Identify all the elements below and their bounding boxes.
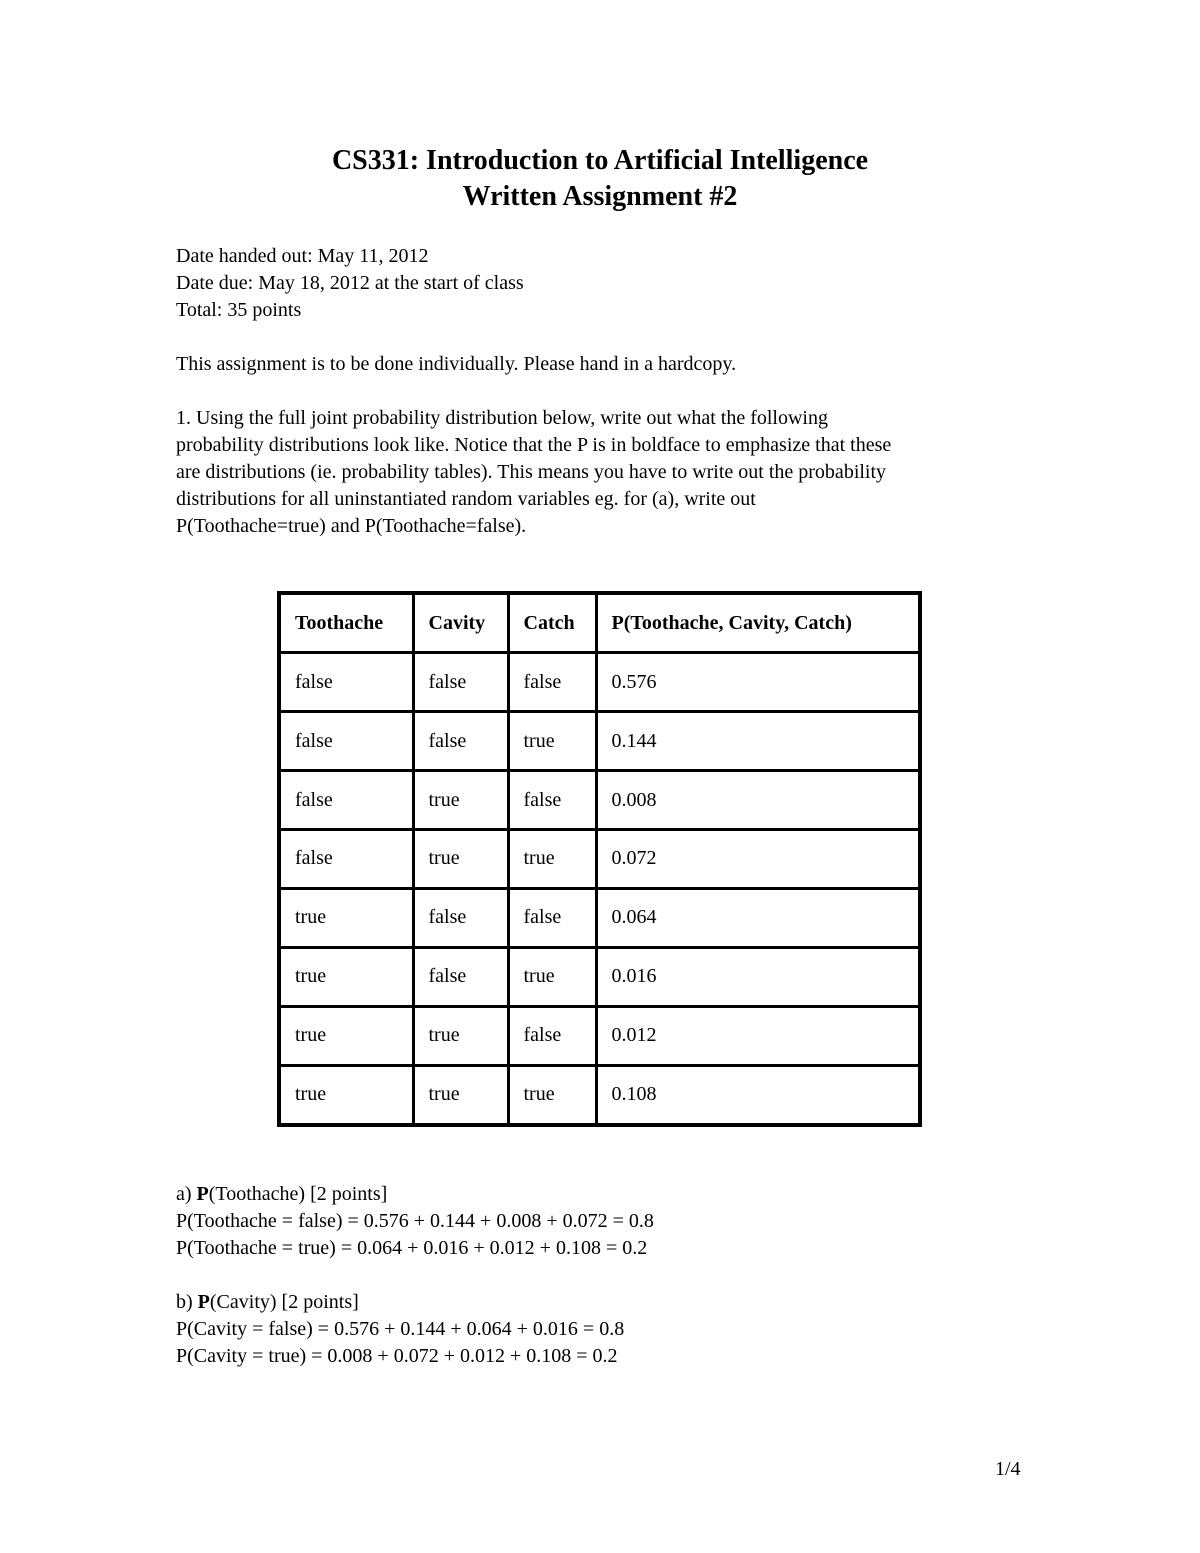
table-row	[279, 888, 920, 947]
cell-probability: 0.012	[596, 1006, 920, 1065]
cell-cavity: true	[413, 1006, 508, 1065]
cell-cavity: true	[413, 1065, 508, 1125]
part-b-bold-p: P	[197, 1291, 210, 1313]
cell-catch: false	[508, 1006, 596, 1065]
cell-probability: 0.064	[596, 888, 920, 947]
cell-cavity: false	[413, 653, 508, 712]
table-row	[279, 712, 920, 771]
table-row	[279, 771, 920, 830]
header-cavity: Cavity	[413, 593, 508, 653]
cell-probability: 0.576	[596, 653, 920, 712]
cell-catch: true	[508, 830, 596, 889]
cell-catch: true	[508, 947, 596, 1006]
table-row	[279, 1006, 920, 1065]
question-1-line: P(Toothache=true) and P(Toothache=false).	[176, 515, 527, 537]
cell-cavity: false	[413, 712, 508, 771]
document-subtitle: Written Assignment #2	[462, 181, 738, 212]
cell-cavity: true	[413, 771, 508, 830]
cell-toothache: true	[279, 1065, 413, 1125]
cell-catch: true	[508, 712, 596, 771]
question-1	[176, 405, 1036, 540]
question-1-line: 1. Using the full joint probability distribution below, write out what the following	[176, 407, 828, 429]
cell-probability: 0.008	[596, 771, 920, 830]
cell-catch: true	[508, 1065, 596, 1125]
header-toothache: Toothache	[279, 593, 413, 653]
header-catch: Catch	[508, 593, 596, 653]
table-row	[279, 830, 920, 889]
cell-probability: 0.016	[596, 947, 920, 1006]
table-row	[279, 653, 920, 712]
question-1-line: are distributions (ie. probability tables). This means you have to write out the probability	[176, 461, 887, 483]
question-1-line: probability distributions look like. Notice that the P is in boldface to emphasize that these	[176, 434, 892, 456]
table-header-row	[279, 593, 920, 653]
cell-toothache: false	[279, 771, 413, 830]
part-b-label: b)	[176, 1291, 198, 1313]
cell-toothache: true	[279, 1006, 413, 1065]
total-points: Total: 35 points	[176, 299, 302, 321]
part-a-rest: (Toothache) [2 points]	[208, 1183, 388, 1205]
cell-catch: false	[508, 888, 596, 947]
cell-probability: 0.072	[596, 830, 920, 889]
cell-probability: 0.108	[596, 1065, 920, 1125]
table-row	[279, 1065, 920, 1125]
cell-probability: 0.144	[596, 712, 920, 771]
date-handed-out: Date handed out: May 11, 2012	[176, 245, 429, 267]
cell-cavity: false	[413, 947, 508, 1006]
cell-toothache: false	[279, 830, 413, 889]
cell-toothache: false	[279, 712, 413, 771]
cell-toothache: false	[279, 653, 413, 712]
header-probability: P(Toothache, Cavity, Catch)	[596, 593, 920, 653]
cell-cavity: false	[413, 888, 508, 947]
date-due: Date due: May 18, 2012 at the start of class	[176, 272, 524, 294]
part-b-answer-false: P(Cavity = false) = 0.576 + 0.144 + 0.064 + 0.016 = 0.8	[176, 1318, 625, 1340]
part-b-answer-true: P(Cavity = true) = 0.008 + 0.072 + 0.012 + 0.108 = 0.2	[176, 1345, 618, 1367]
instructions: This assignment is to be done individually. Please hand in a hardcopy.	[176, 353, 737, 375]
cell-catch: false	[508, 653, 596, 712]
table-row	[279, 947, 920, 1006]
part-a-heading	[176, 1181, 387, 1208]
cell-toothache: true	[279, 947, 413, 1006]
question-1-line: distributions for all uninstantiated random variables eg. for (a), write out	[176, 488, 756, 510]
cell-cavity: true	[413, 830, 508, 889]
cell-toothache: true	[279, 888, 413, 947]
part-b-heading	[176, 1289, 359, 1316]
part-a-bold-p: P	[196, 1183, 209, 1205]
page-number: 1/4	[995, 1458, 1021, 1480]
part-b-rest: (Cavity) [2 points]	[209, 1291, 359, 1313]
joint-probability-table	[277, 591, 922, 1127]
part-a-answer-false: P(Toothache = false) = 0.576 + 0.144 + 0.008 + 0.072 = 0.8	[176, 1210, 654, 1232]
part-a-answer-true: P(Toothache = true) = 0.064 + 0.016 + 0.012 + 0.108 = 0.2	[176, 1237, 648, 1259]
cell-catch: false	[508, 771, 596, 830]
part-a-label: a)	[176, 1183, 197, 1205]
document-title: CS331: Introduction to Artificial Intelligence	[331, 145, 869, 176]
